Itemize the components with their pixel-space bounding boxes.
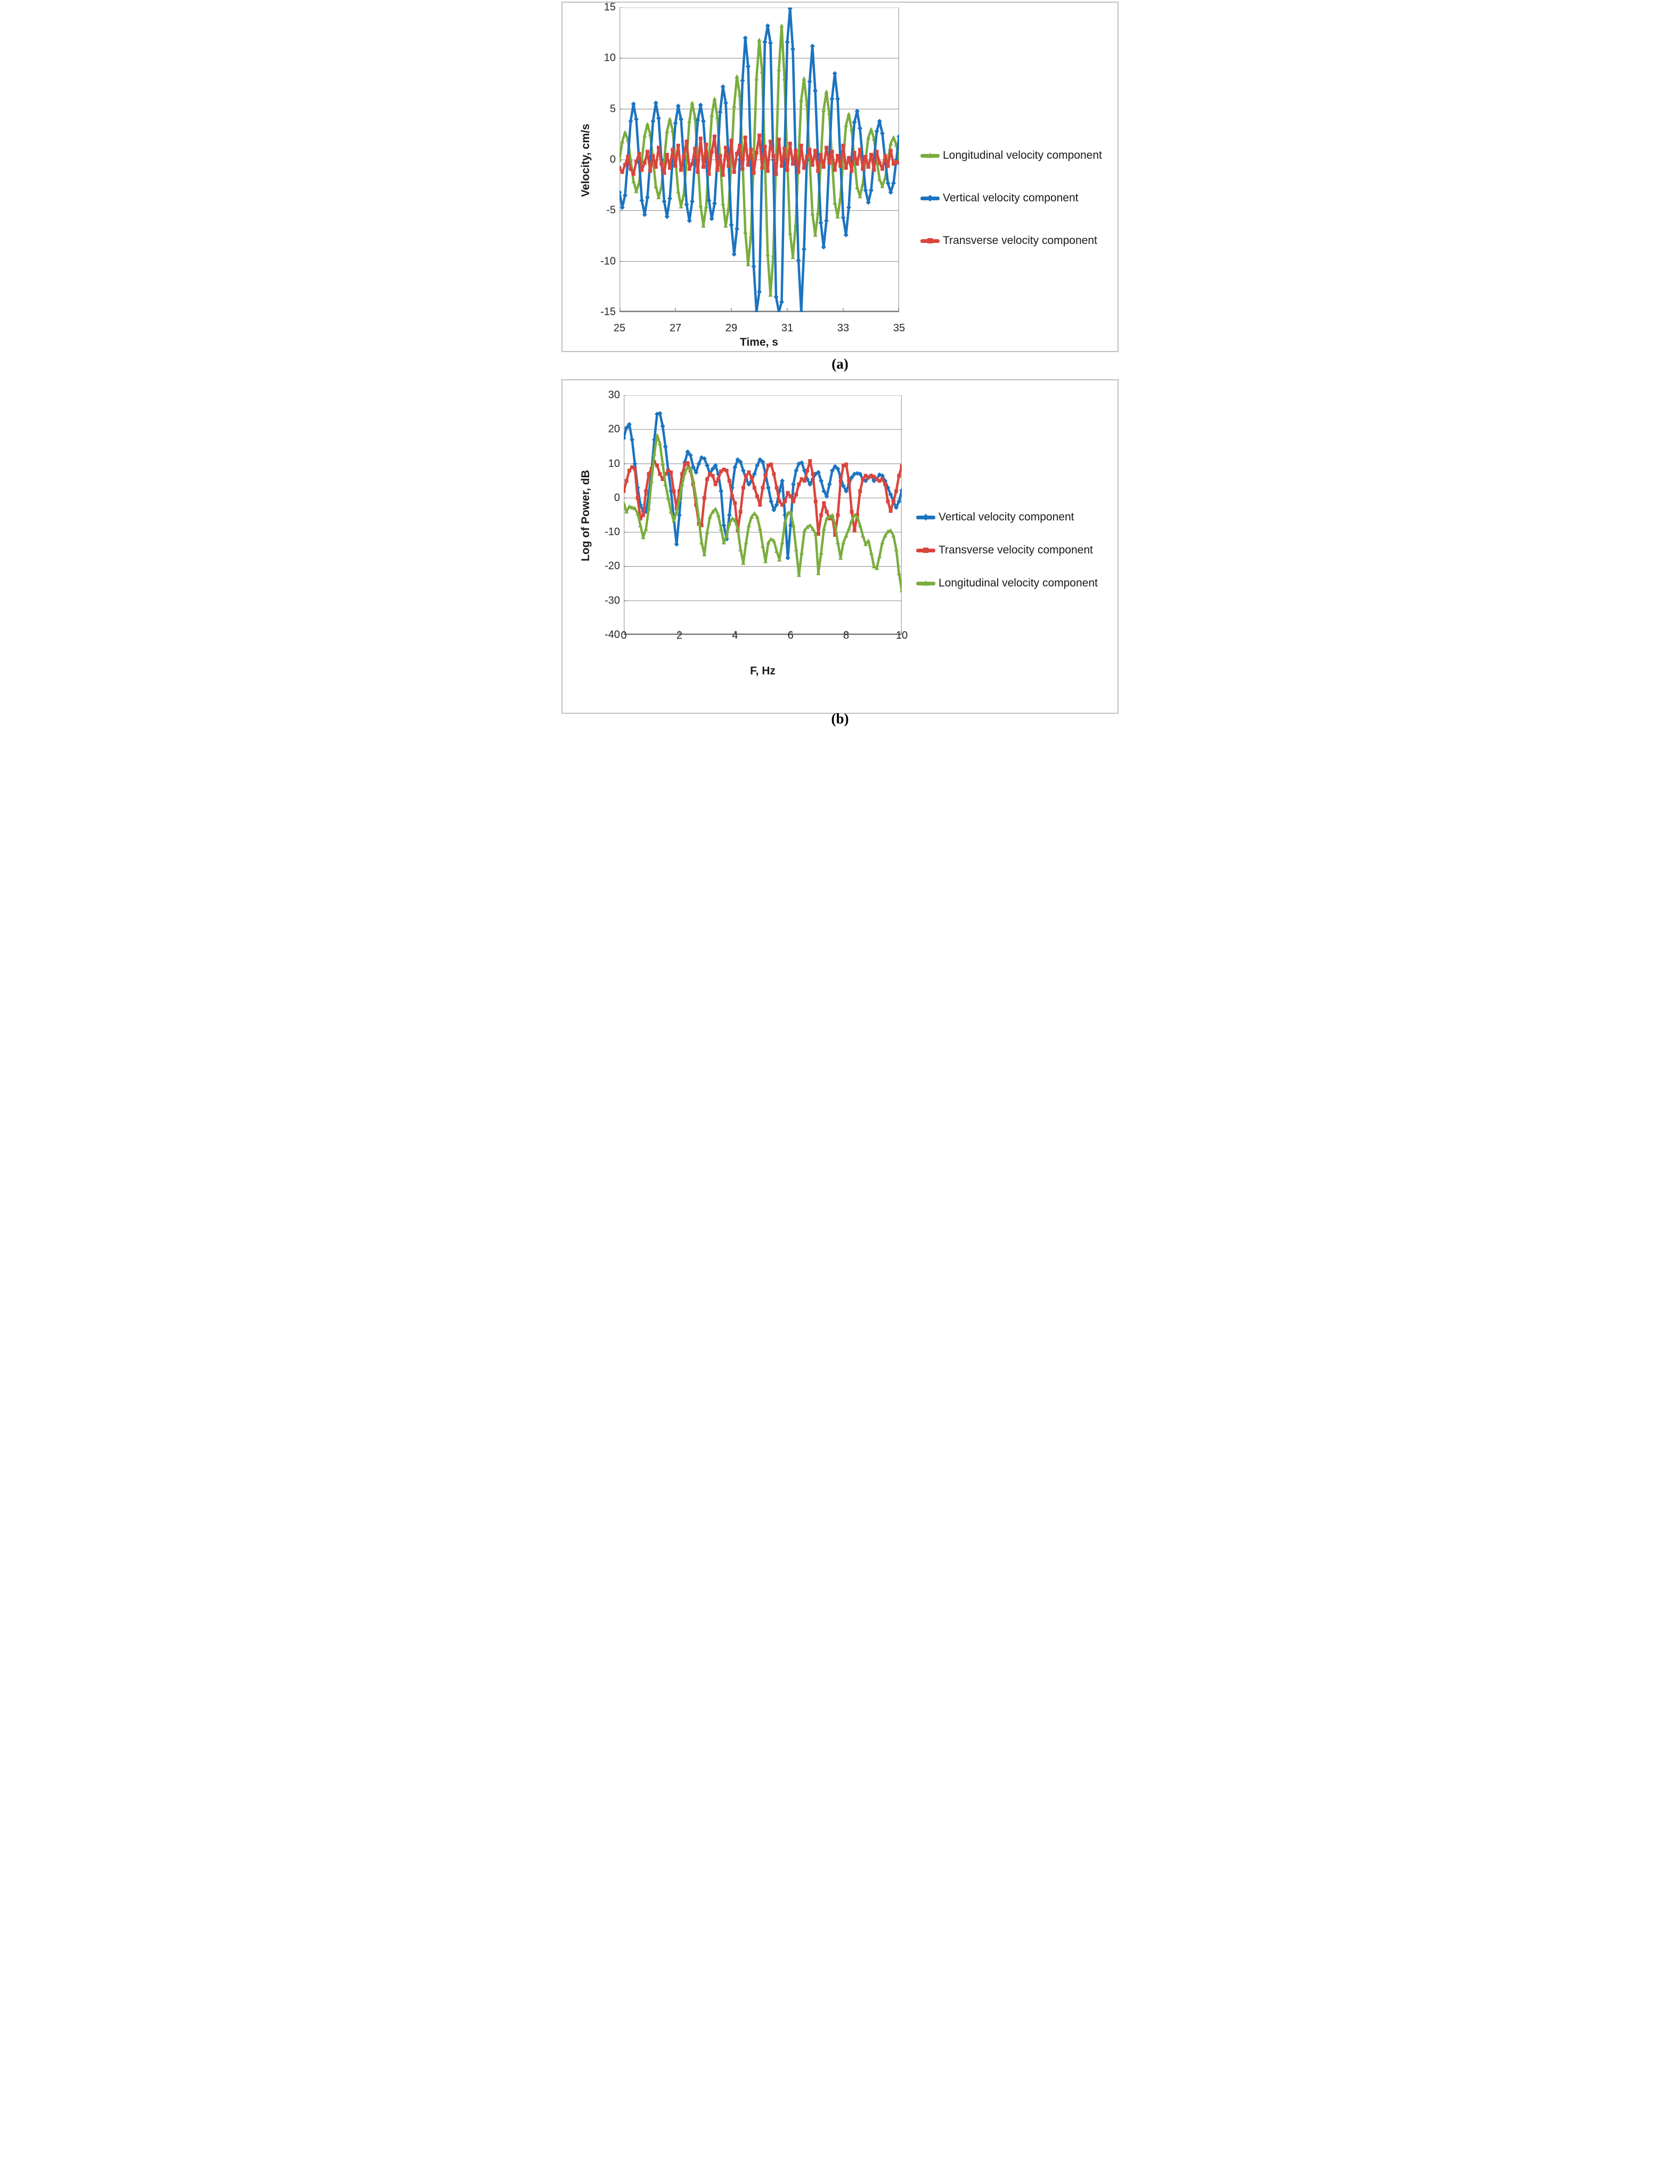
legend-item	[920, 189, 1102, 207]
x-axis-title-a: Time, s	[740, 336, 778, 348]
y-tick-label: -30	[605, 594, 620, 607]
legend-label: Vertical velocity component	[943, 192, 1079, 204]
y-axis-title-a: Velocity, cm/s	[580, 124, 592, 197]
y-tick-label: -10	[605, 526, 620, 538]
caption-a: (a)	[831, 356, 849, 372]
legend-triangle-marker-icon	[923, 581, 929, 586]
y-tick-label: 30	[608, 389, 620, 401]
legend-b	[916, 508, 1098, 607]
legend-square-marker-icon	[923, 548, 928, 553]
legend-item	[916, 574, 1098, 592]
legend-item	[916, 541, 1098, 559]
legend-square-marker-icon	[927, 238, 933, 243]
legend-label: Longitudinal velocity component	[943, 149, 1102, 161]
y-tick-label: 10	[608, 458, 620, 470]
figure	[560, 0, 1120, 728]
x-tick-label: 8	[843, 630, 850, 641]
chart-b-plot-area	[624, 395, 902, 635]
legend-item	[916, 508, 1098, 526]
y-tick-label: 5	[609, 103, 616, 115]
legend-item	[920, 146, 1102, 165]
x-tick-label: 35	[893, 322, 906, 334]
x-tick-label: 27	[669, 322, 682, 334]
legend-item	[920, 232, 1102, 250]
panel-b	[561, 379, 1119, 714]
y-tick-label: 0	[614, 492, 620, 504]
y-tick-label: -10	[600, 255, 616, 267]
legend-label: Longitudinal velocity component	[939, 577, 1098, 589]
y-tick-label: -40	[605, 629, 620, 641]
legend-line-sample	[916, 582, 935, 585]
y-tick-label: 10	[604, 52, 616, 64]
legend-label: Transverse velocity component	[939, 544, 1093, 556]
y-tick-label: -5	[606, 204, 616, 216]
legend-a	[920, 146, 1102, 274]
x-tick-label: 25	[613, 322, 626, 334]
x-tick-label: 2	[676, 630, 682, 641]
x-tick-label: 4	[732, 630, 738, 641]
x-tick-label: 0	[621, 630, 627, 641]
x-axis-title-b: F, Hz	[750, 665, 776, 677]
caption-b: (b)	[831, 711, 849, 727]
y-tick-label: -20	[605, 560, 620, 572]
y-axis-title-b: Log of Power, dB	[580, 470, 592, 561]
y-tick-label: 15	[604, 1, 616, 13]
legend-triangle-marker-icon	[927, 153, 933, 158]
x-tick-label: 31	[781, 322, 794, 334]
y-tick-label: -15	[600, 306, 616, 318]
x-tick-label: 33	[837, 322, 850, 334]
legend-line-sample	[920, 239, 940, 243]
legend-diamond-marker-icon	[927, 195, 934, 202]
y-tick-label: 20	[608, 423, 620, 435]
x-tick-label: 6	[787, 630, 794, 641]
x-tick-label: 10	[895, 630, 908, 641]
legend-label: Transverse velocity component	[943, 234, 1097, 247]
y-tick-label: 0	[609, 153, 616, 166]
legend-line-sample	[920, 154, 940, 158]
legend-diamond-marker-icon	[923, 514, 929, 521]
legend-label: Vertical velocity component	[939, 511, 1074, 523]
panel-a	[561, 2, 1119, 352]
legend-line-sample	[920, 197, 940, 200]
chart-a-plot-area	[619, 7, 899, 312]
legend-line-sample	[916, 549, 935, 552]
legend-line-sample	[916, 516, 935, 519]
x-tick-label: 29	[725, 322, 738, 334]
